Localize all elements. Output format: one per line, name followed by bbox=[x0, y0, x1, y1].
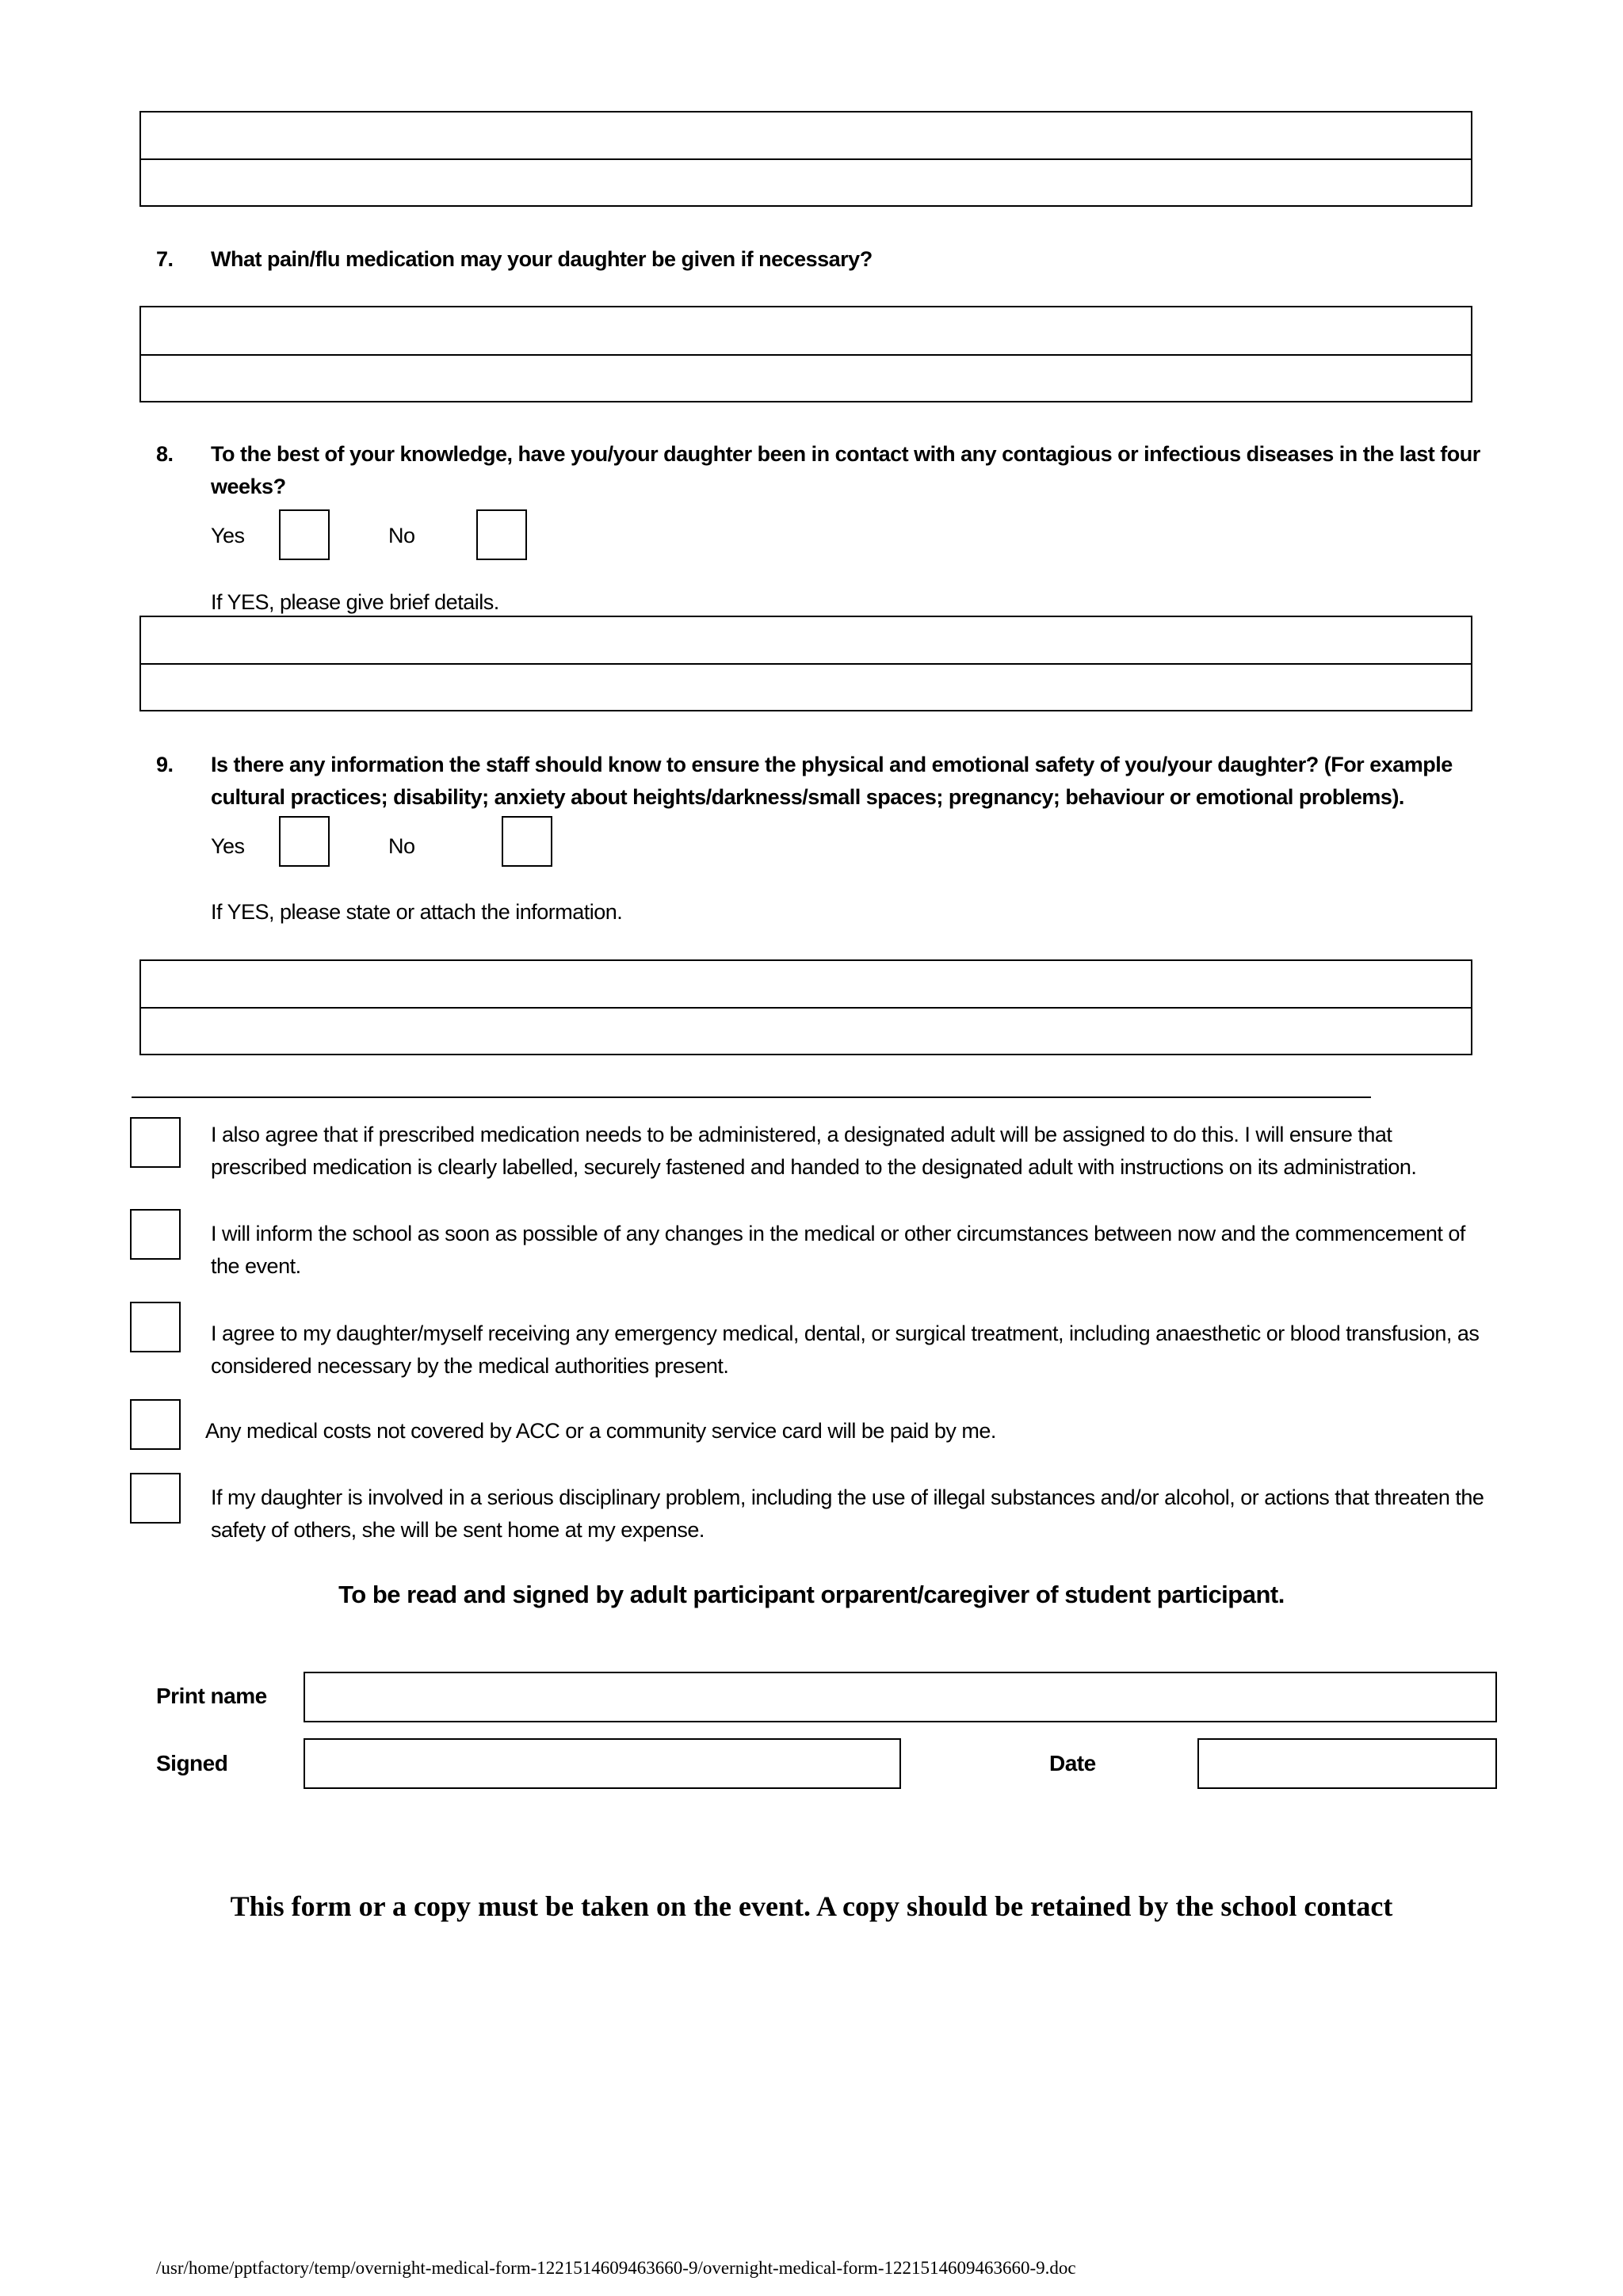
q9-number: 9. bbox=[156, 753, 174, 776]
agreement-disciplinary bbox=[211, 1482, 1582, 1547]
agreement-emergency-treatment bbox=[211, 1318, 1582, 1383]
q8-yes-label: Yes bbox=[211, 524, 245, 547]
q9-no-checkbox[interactable] bbox=[502, 816, 552, 867]
print-name-label: Print name bbox=[156, 1684, 267, 1708]
q8-number: 8. bbox=[156, 442, 174, 466]
agreement-checkbox-emergency-treatment[interactable] bbox=[130, 1302, 181, 1352]
section-divider bbox=[132, 1097, 1371, 1098]
agreement-line: I also agree that if prescribed medication needs to be administered, a designated adult will be assigned to do this. I will ensure that bbox=[211, 1123, 1392, 1146]
agreement-checkbox-disciplinary[interactable] bbox=[130, 1473, 181, 1524]
q8-no-label: No bbox=[388, 524, 415, 547]
retention-note: This form or a copy must be taken on the event. A copy should be retained by the school contact bbox=[230, 1890, 1393, 1922]
answer-row-divider bbox=[141, 158, 1471, 160]
agreement-checkbox-medical-costs[interactable] bbox=[130, 1399, 181, 1450]
q8-details-box[interactable] bbox=[139, 616, 1472, 711]
q7-answer-box[interactable] bbox=[139, 306, 1472, 402]
agreement-line: prescribed medication is clearly labelled, securely fastened and handed to the designated adult with instructions on its administration. bbox=[211, 1155, 1417, 1179]
signature-instruction: To be read and signed by adult participant orparent/caregiver of student participant. bbox=[338, 1581, 1285, 1608]
q9-details-box[interactable] bbox=[139, 959, 1472, 1055]
agreement-line: the event. bbox=[211, 1254, 301, 1278]
agreement-line: I will inform the school as soon as possible of any changes in the medical or other circumstances between now and the commencement of bbox=[211, 1222, 1465, 1245]
agreement-medical-costs bbox=[205, 1415, 1576, 1447]
q8-yes-checkbox[interactable] bbox=[279, 509, 330, 560]
q8-details-prompt: If YES, please give brief details. bbox=[211, 590, 499, 614]
q9-details-prompt: If YES, please state or attach the information. bbox=[211, 900, 623, 924]
agreement-line: I agree to my daughter/myself receiving any emergency medical, dental, or surgical treatment, including anaesthetic or blood transfusion, as bbox=[211, 1322, 1480, 1345]
date-label: Date bbox=[1049, 1751, 1096, 1775]
file-path: /usr/home/pptfactory/temp/overnight-medical-form-1221514609463660-9/overnight-medical-form-1221514609463660-9.doc bbox=[156, 2258, 1076, 2278]
signed-label: Signed bbox=[156, 1751, 228, 1775]
q9-text-line2: cultural practices; disability; anxiety about heights/darkness/small spaces; pregnancy; behaviour or emotional problems). bbox=[211, 785, 1404, 809]
agreement-checkbox-inform-school[interactable] bbox=[130, 1209, 181, 1260]
agreement-checkbox-medication[interactable] bbox=[130, 1117, 181, 1168]
agreement-line: If my daughter is involved in a serious disciplinary problem, including the use of illegal substances and/or alcohol, or actions that threaten the bbox=[211, 1486, 1484, 1509]
q8-text-line2: weeks? bbox=[211, 475, 286, 498]
answer-row-divider bbox=[141, 663, 1471, 665]
q8-no-checkbox[interactable] bbox=[476, 509, 527, 560]
agreement-line: safety of others, she will be sent home at my expense. bbox=[211, 1518, 705, 1542]
q9-text-line1: Is there any information the staff should know to ensure the physical and emotional safety of you/your daughter? (For example bbox=[211, 753, 1453, 776]
q8-text-line1: To the best of your knowledge, have you/your daughter been in contact with any contagious or infectious diseases in the last four bbox=[211, 442, 1480, 466]
signed-field[interactable] bbox=[304, 1738, 901, 1789]
agreement-line: considered necessary by the medical authorities present. bbox=[211, 1354, 729, 1378]
agreement-line: Any medical costs not covered by ACC or a community service card will be paid by me. bbox=[205, 1419, 996, 1443]
date-field[interactable] bbox=[1197, 1738, 1497, 1789]
answer-row-divider bbox=[141, 354, 1471, 356]
q7-number: 7. bbox=[156, 247, 174, 271]
agreement-medication bbox=[211, 1119, 1582, 1184]
print-name-field[interactable] bbox=[304, 1672, 1497, 1722]
q9-yes-label: Yes bbox=[211, 834, 245, 858]
q6-answer-box[interactable] bbox=[139, 111, 1472, 207]
answer-row-divider bbox=[141, 1007, 1471, 1009]
q7-text: What pain/flu medication may your daughter be given if necessary? bbox=[211, 247, 873, 271]
agreement-inform-school bbox=[211, 1218, 1582, 1283]
q9-no-label: No bbox=[388, 834, 415, 858]
q9-yes-checkbox[interactable] bbox=[279, 816, 330, 867]
